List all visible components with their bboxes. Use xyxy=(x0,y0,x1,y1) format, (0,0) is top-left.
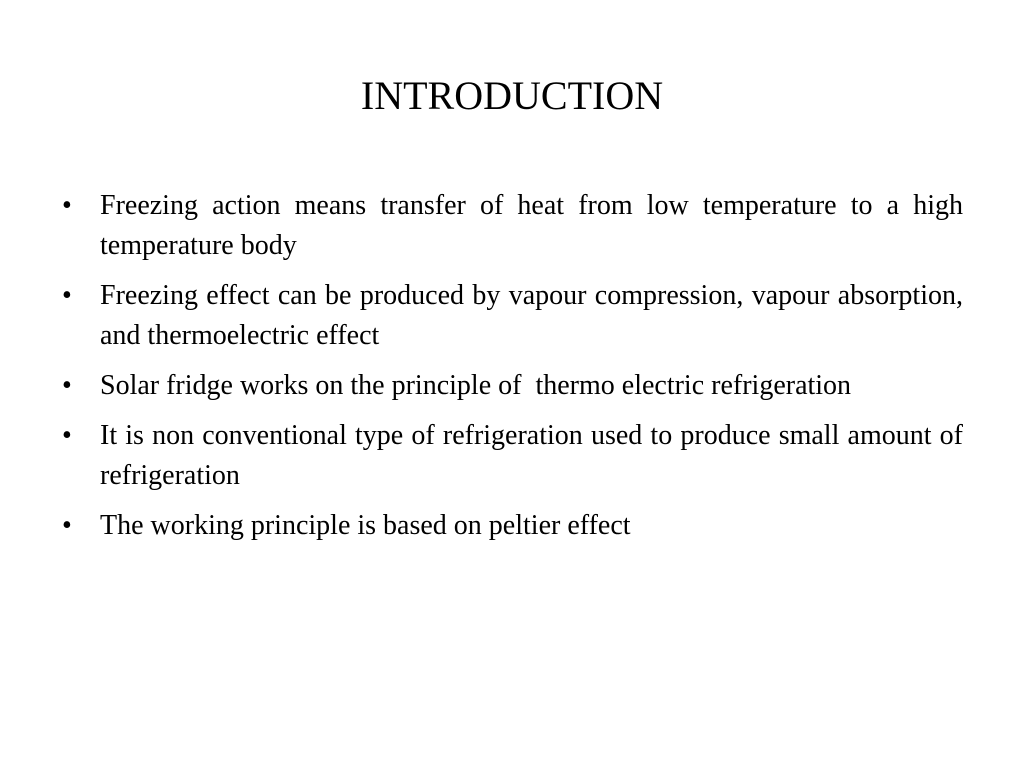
bullet-text: The working principle is based on peltier effect xyxy=(100,510,631,541)
bullet-text: Solar fridge works on the principle of thermo electric refrigeration xyxy=(100,370,852,401)
bullet-item xyxy=(62,276,963,356)
bullet-icon: • xyxy=(62,420,72,451)
bullet-list xyxy=(62,186,963,556)
bullet-icon: • xyxy=(62,370,72,401)
slide-title: INTRODUCTION xyxy=(360,73,664,118)
bullet-item xyxy=(62,506,963,546)
bullet-text: It is non conventional type of refrigeration used to produce small amount of refrigeration xyxy=(100,420,963,491)
bullet-item xyxy=(62,186,963,266)
bullet-text: Freezing action means transfer of heat from low temperature to a high temperature body xyxy=(100,190,963,261)
bullet-icon: • xyxy=(62,190,72,221)
bullet-text: Freezing effect can be produced by vapour compression, vapour absorption, and thermoelectric effect xyxy=(100,280,963,351)
bullet-item xyxy=(62,416,963,496)
bullet-icon: • xyxy=(62,280,72,311)
bullet-icon: • xyxy=(62,510,72,541)
bullet-item xyxy=(62,366,963,406)
